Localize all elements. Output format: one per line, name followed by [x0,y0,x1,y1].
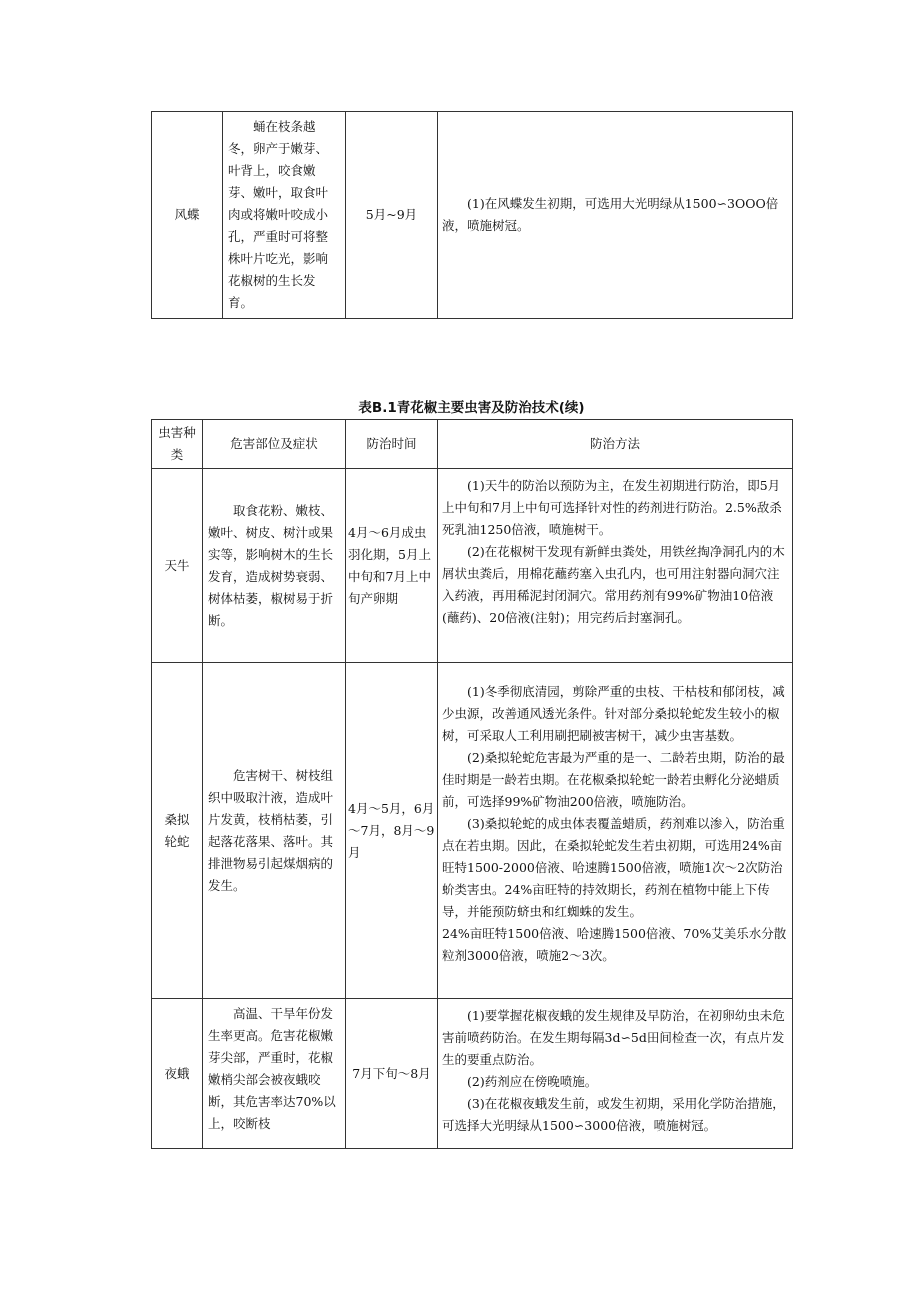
pest-name: 天牛 [152,469,203,663]
control-time: 4月～5月，6月～7月，8月～9月 [346,663,438,999]
method-paragraph: (2)药剂应在傍晚喷施。 [467,1074,598,1089]
method-paragraph: (1)冬季彻底清园，剪除严重的虫枝、干枯枝和郁闭枝，减少虫源，改善通风透光条件。针对部分桑拟轮蛇发生较小的椒树，可采取人工利用刷把刷被害树干，减少虫害基数。 [442,684,785,743]
control-time: 7月下旬～8月 [346,999,438,1149]
method-paragraph: (1)天牛的防治以预防为主，在发生初期进行防治，即5月上中旬和7月上中旬可选择针对性的药剂进行防治。2.5%敌杀死乳油1250倍液，喷施树干。 [442,478,782,537]
continued-pest-table [151,111,793,319]
symptom-cell: 高温、干旱年份发生率更高。危害花椒嫩芽尖部，严重时，花椒嫩梢尖部会被夜蛾咬断，其危害率达70%以上，咬断枝 [203,999,346,1149]
method-paragraph: (1)在风蝶发生初期，可选用大光明绿从1500∽3OOO倍液，喷施树冠。 [442,196,779,233]
table-row [152,663,793,999]
header-time: 防治时间 [346,420,438,469]
table-header-row [152,420,793,469]
control-method [438,999,793,1149]
method-paragraph: (3)桑拟轮蛇的成虫体表覆盖蜡质，药剂难以渗入，防治重点在若虫期。因此，在桑拟轮蛇发生若虫初期，可选用24%亩旺特1500-2000倍液、哈速腾1500倍液，喷施1次～2次防治蚧类害虫。24%亩旺特的持效期长，药剂在植物中能上下传导，并能预防蛴虫和红蜘蛛的发生。 [442,816,785,919]
table-row [152,112,793,319]
header-symptom: 危害部位及症状 [203,420,346,469]
header-pest: 虫害种类 [152,420,203,469]
control-method [438,663,793,999]
method-paragraph: (1)要掌握花椒夜蛾的发生规律及早防治，在初卵幼虫未危害前喷药防治。在发生期每隔3d∽5d田间检查一次，有点片发生的要重点防治。 [442,1008,785,1067]
method-paragraph: (3)在花椒夜蛾发生前，或发生初期，采用化学防治措施，可选择大光明绿从1500∽3000倍液，喷施树冠。 [442,1096,785,1133]
control-time: 4月～6月成虫羽化期，5月上中旬和7月上中旬产卵期 [346,469,438,663]
method-paragraph: (2)在花椒树干发现有新鲜虫粪处，用铁丝掏净洞孔内的木屑状虫粪后，用棉花蘸药塞入虫孔内，也可用注射器向洞穴注入药液，再用稀泥封闭洞穴。常用药剂有99%矿物油10倍液(蘸药)、20倍液(注射)；用完药后封塞洞孔。 [442,544,785,625]
header-method: 防治方法 [438,420,793,469]
symptom-cell: 取食花粉、嫩枝、嫩叶、树皮、树汁或果实等，影响树木的生长发育，造成树势衰弱、树体枯萎，椒树易于折断。 [203,469,346,663]
pest-name: 桑拟轮蛇 [152,663,203,999]
table-row [152,469,793,663]
control-method [438,469,793,663]
pest-name: 风蝶 [152,112,223,319]
control-time: 5月~9月 [346,112,438,319]
symptom-cell: 蛹在枝条越冬，卵产于嫩芽、叶背上，咬食嫩芽、嫩叶，取食叶肉或将嫩叶咬成小孔，严重时可将整株叶片吃光，影响花椒树的生长发育。 [223,112,346,319]
pest-control-table [151,419,793,1149]
pest-name: 夜蛾 [152,999,203,1149]
table-caption: 表B.1青花椒主要虫害及防治技术(续) [358,400,585,416]
method-paragraph: (2)桑拟轮蛇危害最为严重的是一、二龄若虫期，防治的最佳时期是一龄若虫期。在花椒桑拟轮蛇一龄若虫孵化分泌蜡质前，可选择99%矿物油200倍液，喷施防治。 [442,750,785,809]
table-row [152,999,793,1149]
method-paragraph: 24%亩旺特1500倍液、哈速腾1500倍液、70%艾美乐水分散粒剂3000倍液，喷施2～3次。 [442,926,787,963]
symptom-cell: 危害树干、树枝组织中吸取汁液，造成叶片发黄，枝梢枯萎，引起落花落果、落叶。其排泄物易引起煤烟病的发生。 [203,663,346,999]
control-method [438,112,793,319]
